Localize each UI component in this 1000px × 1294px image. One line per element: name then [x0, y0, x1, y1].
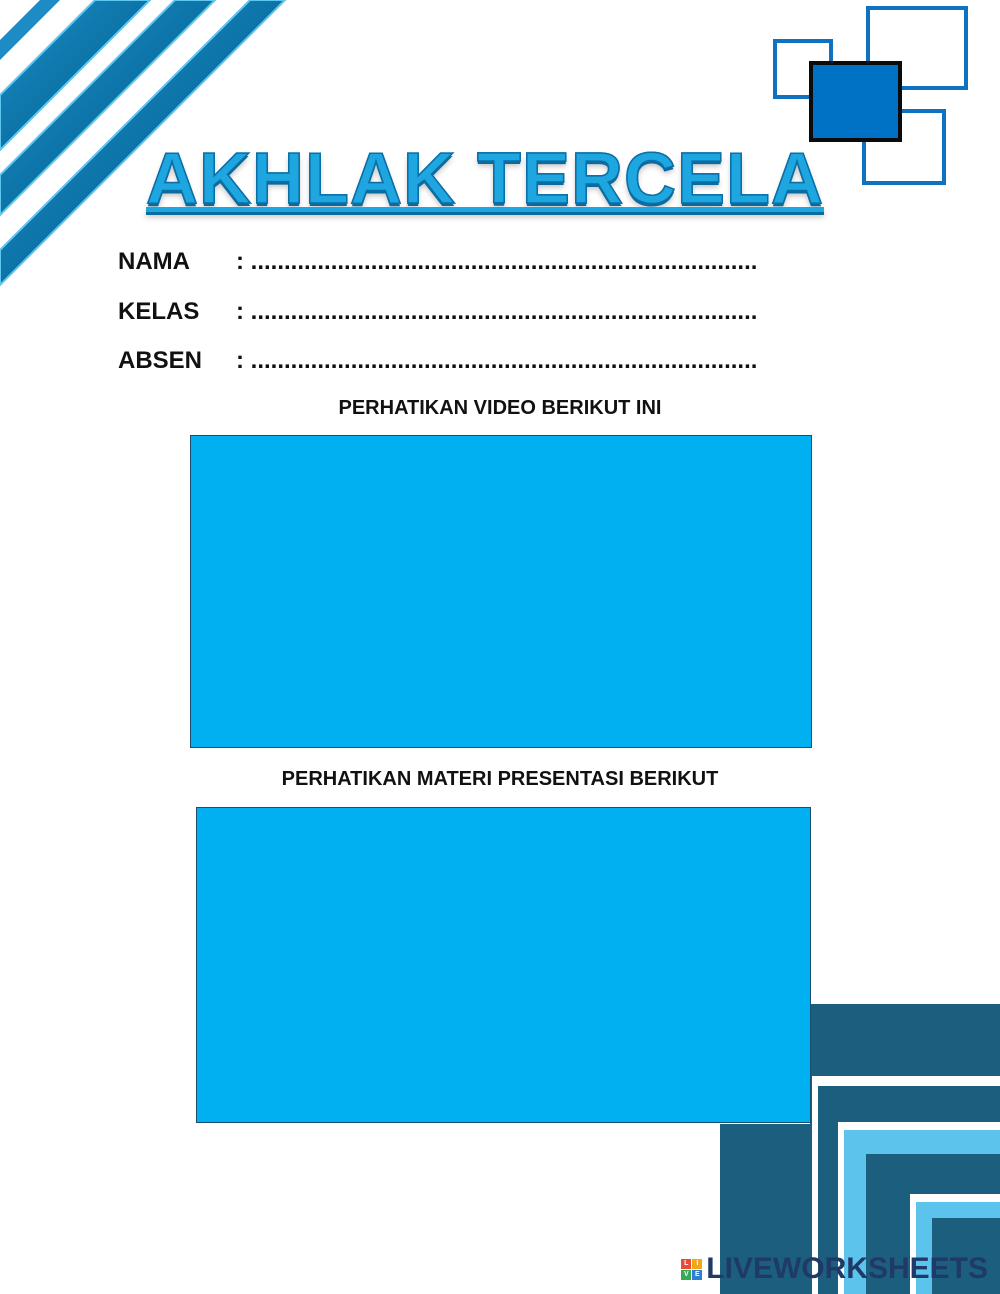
liveworksheets-logo	[681, 1252, 988, 1286]
absen-input-line[interactable]: ............................................................................	[250, 347, 758, 374]
absen-separator: :	[236, 347, 244, 374]
absen-field[interactable]	[118, 347, 757, 375]
logo-text: LIVEWORKSHEETS	[706, 1252, 988, 1285]
video-heading: PERHATIKAN VIDEO BERIKUT INI	[338, 397, 662, 419]
name-separator: :	[236, 248, 244, 275]
class-separator: :	[236, 298, 244, 325]
class-label: KELAS	[118, 298, 200, 325]
presentation-heading: PERHATIKAN MATERI PRESENTASI BERIKUT	[281, 768, 719, 790]
presentation-embed-panel[interactable]	[196, 807, 811, 1123]
video-embed-panel[interactable]	[190, 435, 812, 748]
name-label: NAMA	[118, 248, 190, 275]
name-input-line[interactable]: ............................................................................	[250, 248, 758, 275]
class-input-line[interactable]: ............................................................................	[250, 298, 758, 325]
class-field[interactable]	[118, 298, 757, 326]
logo-cubes-icon: L I V E	[681, 1259, 702, 1280]
page-title: AKHLAK TERCELA	[146, 139, 824, 219]
name-field[interactable]	[118, 248, 757, 276]
absen-label: ABSEN	[118, 347, 203, 374]
